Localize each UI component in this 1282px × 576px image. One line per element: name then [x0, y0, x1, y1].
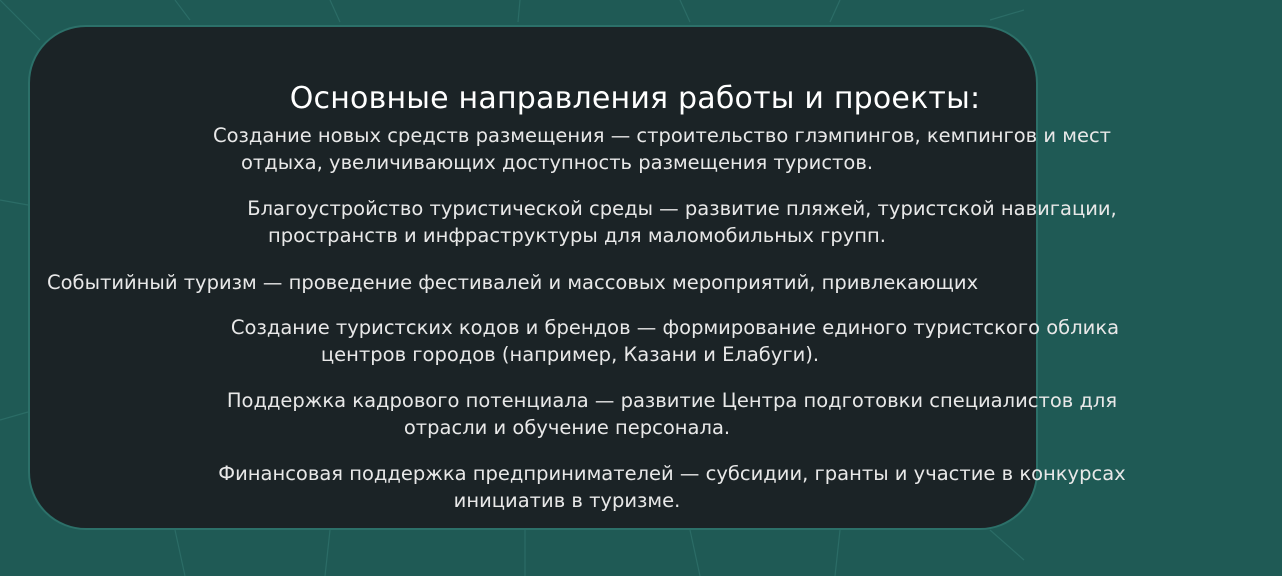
- slide-title: Основные направления работы и проекты:: [289, 81, 981, 116]
- list-item-line: Финансовая поддержка предпринимателей — субсидии, гранты и участие в конкурсах: [218, 462, 1126, 485]
- list-item-line: Поддержка кадрового потенциала — развитие Центра подготовки специалистов для: [226, 389, 1118, 412]
- list-item: [72, 460, 1272, 514]
- list-item-line: Благоустройство туристической среды — развитие пляжей, туристской навигации,: [247, 197, 1117, 220]
- list-item: [82, 195, 1282, 249]
- list-item-line: центров городов (например, Казани и Елабуги).: [320, 343, 820, 366]
- list-item-line: Создание туристских кодов и брендов — формирование единого туристского облика: [230, 316, 1120, 339]
- list-item: [72, 387, 1272, 441]
- list-item-line: Событийный туризм — проведение фестивалей и массовых мероприятий, привлекающих: [47, 271, 979, 294]
- list-item: [62, 122, 1262, 176]
- content-panel: [28, 25, 1126, 530]
- list-item-line: отдыха, увеличивающих доступность размещения туристов.: [240, 151, 874, 174]
- list-item-line: отрасли и обучение персонала.: [403, 416, 731, 439]
- list-item-line: инициатив в туризме.: [453, 489, 681, 512]
- list-item-line: Создание новых средств размещения — строительство глэмпингов, кемпингов и мест: [212, 124, 1112, 147]
- list-item: [47, 269, 1247, 296]
- list-item: [75, 314, 1275, 368]
- list-item-line: пространств и инфраструктуры для маломобильных групп.: [268, 224, 886, 247]
